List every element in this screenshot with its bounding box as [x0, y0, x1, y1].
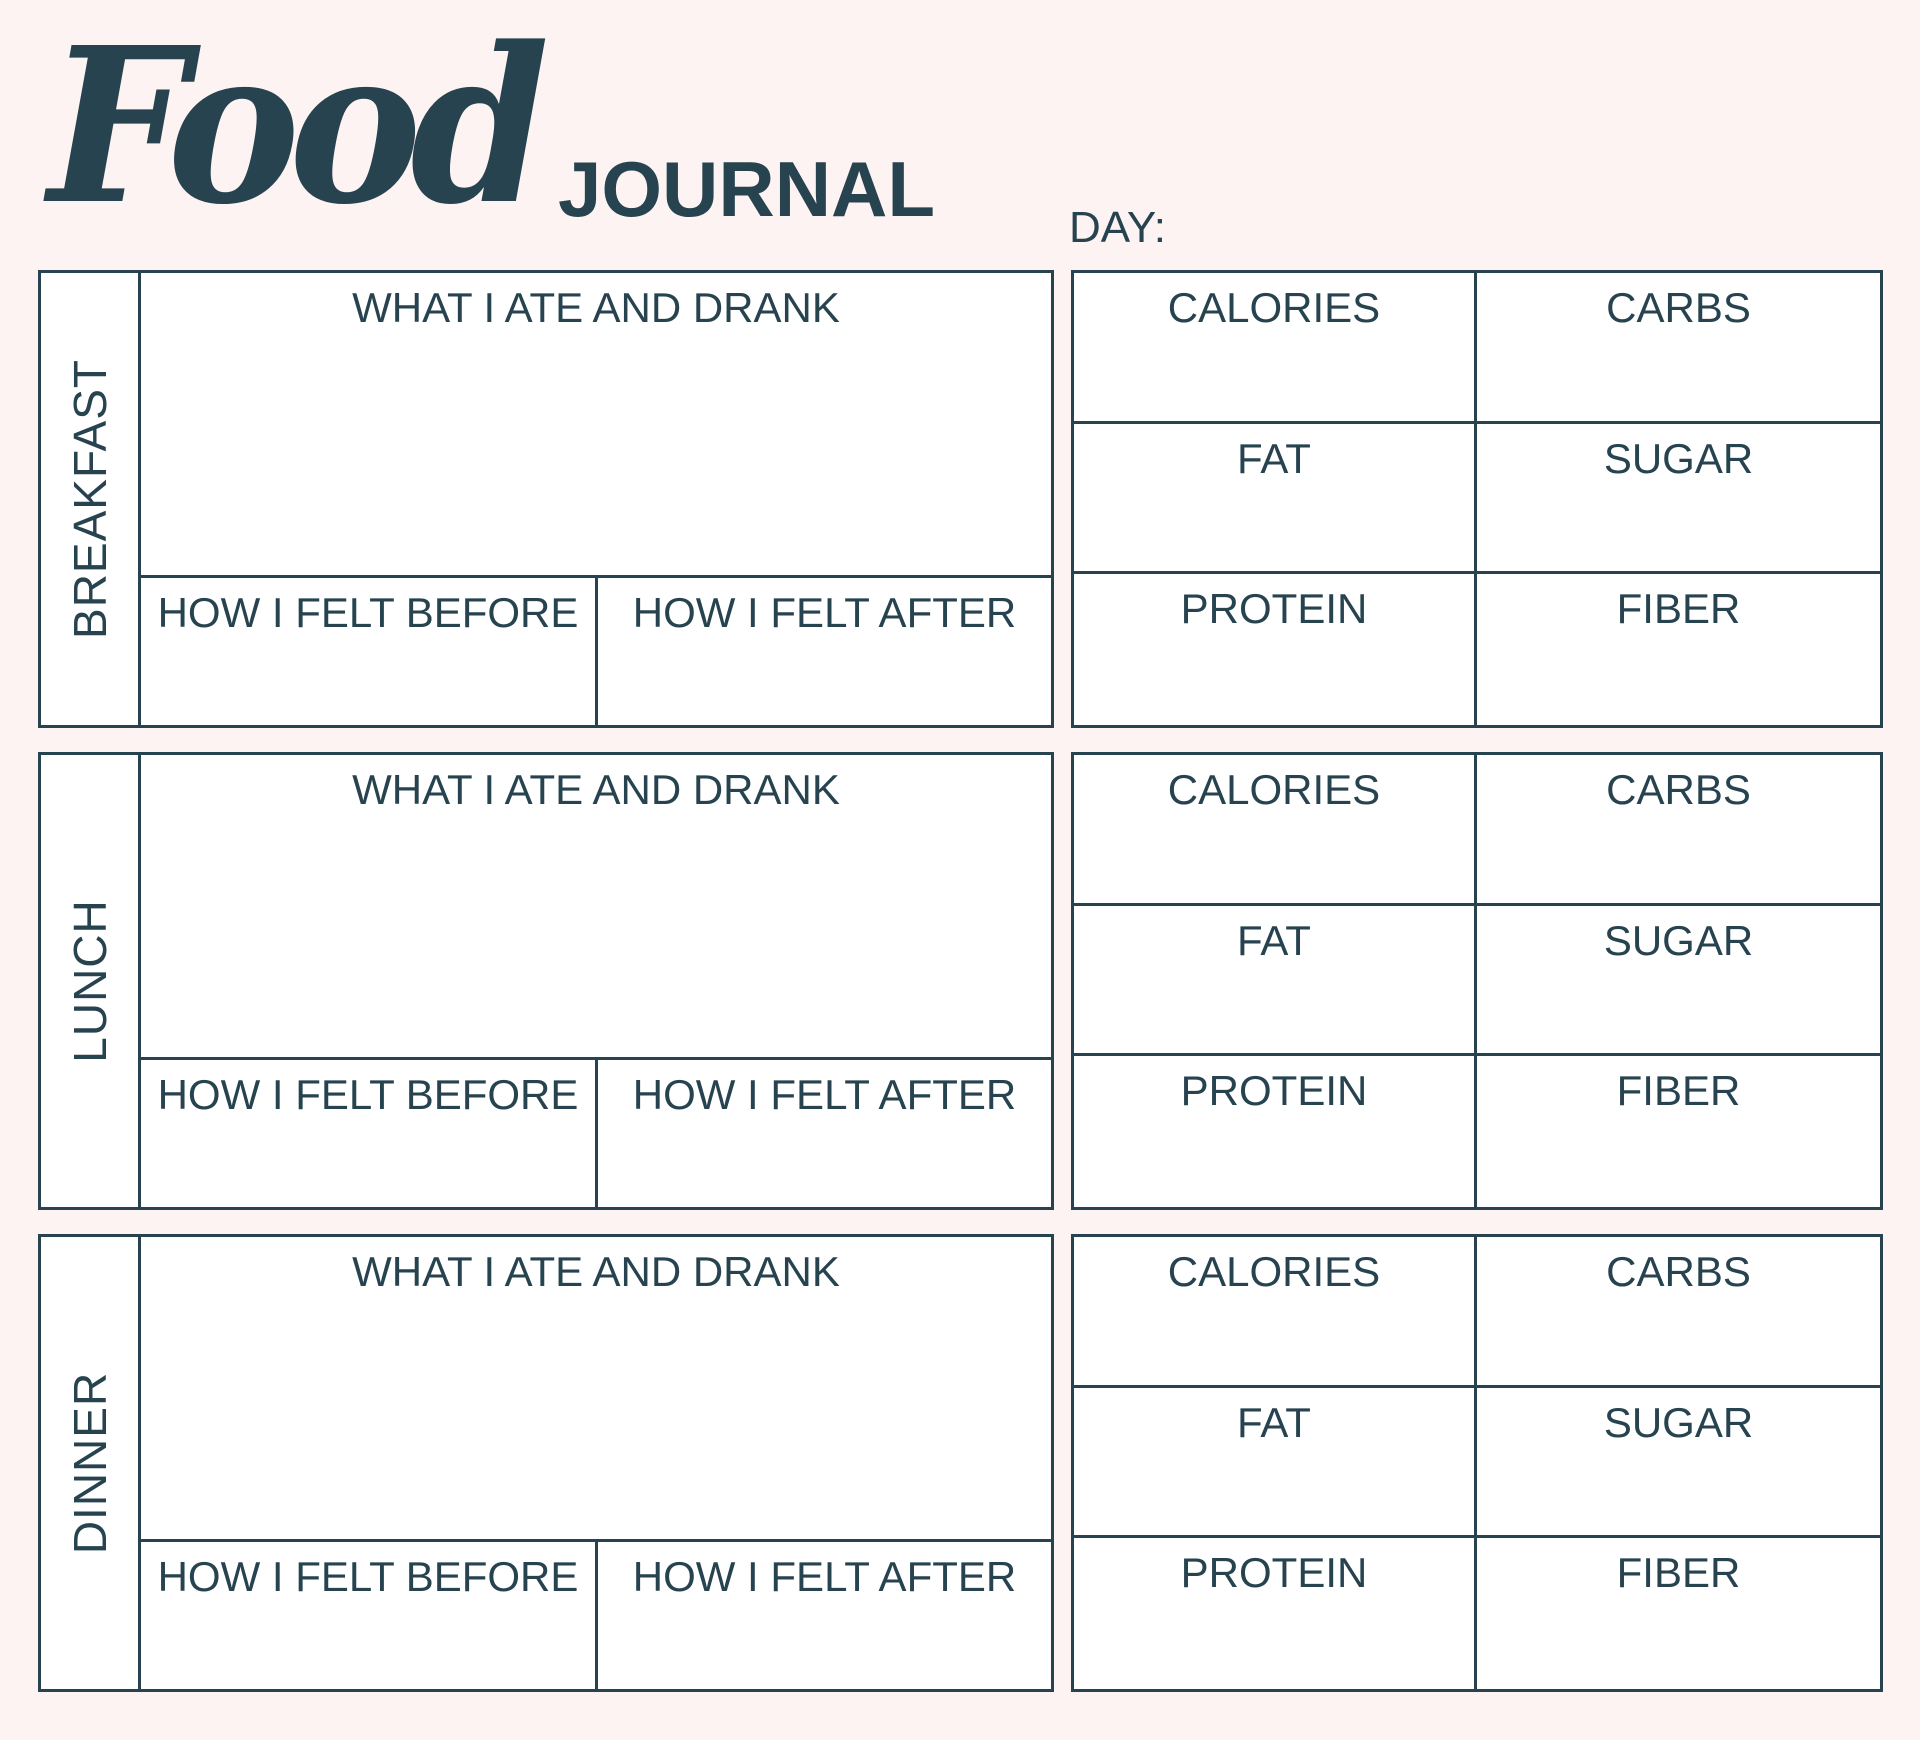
dinner-felt-before-field[interactable]	[141, 1542, 598, 1689]
breakfast-nutrition-grid	[1071, 270, 1883, 728]
lunch-carbs-label: CARBS	[1606, 766, 1751, 813]
breakfast-sugar-field[interactable]	[1477, 424, 1880, 575]
lunch-calories-field[interactable]	[1074, 755, 1477, 906]
breakfast-fiber-label: FIBER	[1616, 585, 1741, 633]
lunch-nutrition-grid	[1071, 752, 1883, 1210]
lunch-sugar-label: SUGAR	[1603, 916, 1754, 964]
breakfast-protein-field[interactable]	[1074, 574, 1477, 725]
lunch-felt-before-field[interactable]	[141, 1060, 598, 1207]
breakfast-log-panel	[38, 270, 1054, 728]
lunch-fiber-label: FIBER	[1616, 1067, 1741, 1115]
dinner-carbs-field[interactable]	[1477, 1237, 1880, 1388]
dinner-sugar-label: SUGAR	[1603, 1398, 1754, 1446]
breakfast-label: BREAKFAST	[63, 359, 116, 639]
dinner-felt-after-label: HOW I FELT AFTER	[632, 1553, 1017, 1600]
breakfast-fat-label: FAT	[1237, 434, 1311, 482]
dinner-label-cell	[41, 1237, 141, 1689]
breakfast-protein-label: PROTEIN	[1180, 585, 1368, 633]
lunch-sugar-field[interactable]	[1477, 906, 1880, 1057]
lunch-carbs-field[interactable]	[1477, 755, 1880, 906]
breakfast-felt-before-field[interactable]	[141, 578, 598, 725]
lunch-label-cell	[41, 755, 141, 1207]
breakfast-label-cell	[41, 273, 141, 725]
lunch-fat-label: FAT	[1237, 916, 1311, 964]
dinner-fat-field[interactable]	[1074, 1388, 1477, 1539]
breakfast-sugar-label: SUGAR	[1603, 434, 1754, 482]
dinner-ate-field[interactable]	[141, 1237, 1051, 1542]
dinner-protein-field[interactable]	[1074, 1538, 1477, 1689]
dinner-carbs-label: CARBS	[1606, 1248, 1751, 1295]
lunch-fiber-field[interactable]	[1477, 1056, 1880, 1207]
breakfast-felt-before-label: HOW I FELT BEFORE	[157, 589, 579, 636]
dinner-fat-label: FAT	[1237, 1398, 1311, 1446]
breakfast-calories-label: CALORIES	[1167, 284, 1381, 331]
dinner-calories-label: CALORIES	[1167, 1248, 1381, 1295]
breakfast-fat-field[interactable]	[1074, 424, 1477, 575]
lunch-label: LUNCH	[63, 899, 116, 1063]
lunch-ate-label: WHAT I ATE AND DRANK	[352, 766, 840, 813]
lunch-felt-after-label: HOW I FELT AFTER	[632, 1071, 1017, 1118]
day-label: DAY:	[1069, 203, 1167, 252]
breakfast-calories-field[interactable]	[1074, 273, 1477, 424]
dinner-label: DINNER	[63, 1371, 116, 1555]
breakfast-ate-label: WHAT I ATE AND DRANK	[352, 284, 840, 331]
dinner-fiber-label: FIBER	[1616, 1549, 1741, 1597]
lunch-log-panel	[38, 752, 1054, 1210]
lunch-protein-label: PROTEIN	[1180, 1067, 1368, 1115]
dinner-calories-field[interactable]	[1074, 1237, 1477, 1388]
breakfast-felt-after-label: HOW I FELT AFTER	[632, 589, 1017, 636]
dinner-nutrition-grid	[1071, 1234, 1883, 1692]
title-food: Food	[48, 1, 539, 252]
dinner-fiber-field[interactable]	[1477, 1538, 1880, 1689]
lunch-felt-after-field[interactable]	[598, 1060, 1051, 1207]
title-journal: JOURNAL	[558, 145, 936, 233]
dinner-ate-label: WHAT I ATE AND DRANK	[352, 1248, 840, 1295]
breakfast-ate-field[interactable]	[141, 273, 1051, 578]
breakfast-carbs-field[interactable]	[1477, 273, 1880, 424]
dinner-felt-before-label: HOW I FELT BEFORE	[157, 1553, 579, 1600]
lunch-protein-field[interactable]	[1074, 1056, 1477, 1207]
lunch-ate-field[interactable]	[141, 755, 1051, 1060]
breakfast-carbs-label: CARBS	[1606, 284, 1751, 331]
dinner-log-panel	[38, 1234, 1054, 1692]
lunch-calories-label: CALORIES	[1167, 766, 1381, 813]
breakfast-fiber-field[interactable]	[1477, 574, 1880, 725]
dinner-sugar-field[interactable]	[1477, 1388, 1880, 1539]
lunch-felt-before-label: HOW I FELT BEFORE	[157, 1071, 579, 1118]
dinner-protein-label: PROTEIN	[1180, 1549, 1368, 1597]
lunch-fat-field[interactable]	[1074, 906, 1477, 1057]
dinner-felt-after-field[interactable]	[598, 1542, 1051, 1689]
breakfast-felt-after-field[interactable]	[598, 578, 1051, 725]
